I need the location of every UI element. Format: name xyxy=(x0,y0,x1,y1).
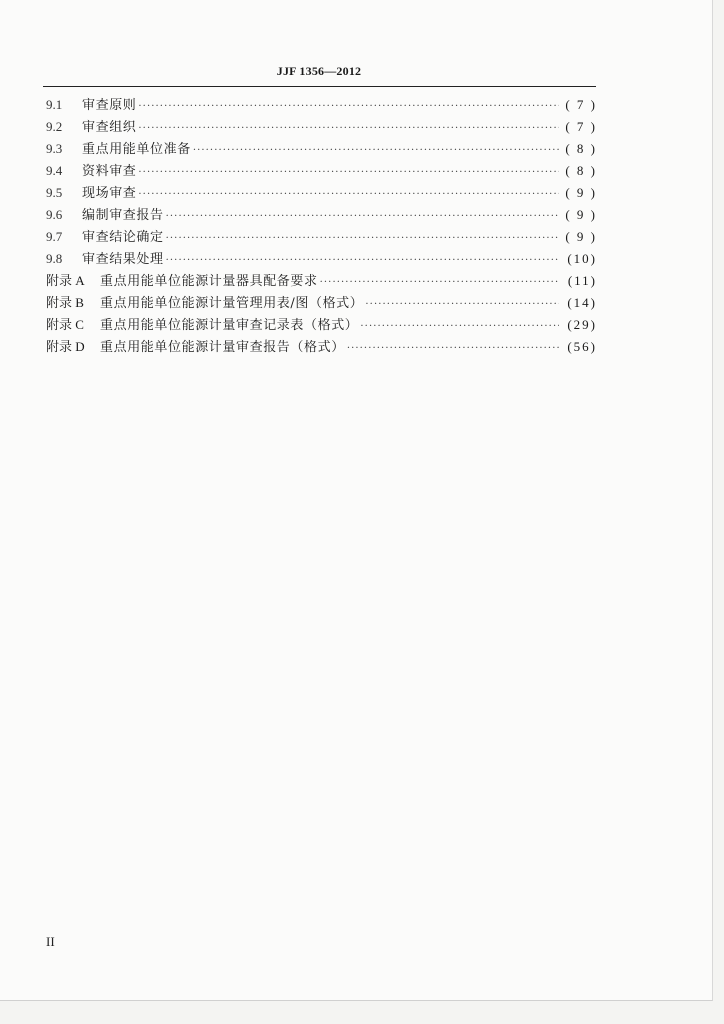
toc-section-entry xyxy=(46,204,597,226)
toc-appendix-entry xyxy=(46,314,597,336)
toc-entry-title: 资料审查 xyxy=(82,164,137,179)
toc-entry-title: 审查结论确定 xyxy=(82,230,164,245)
toc-entry-number: 9.2 xyxy=(46,119,63,134)
toc-section-entry xyxy=(46,182,597,204)
toc-leader-dots xyxy=(360,316,559,338)
toc-entry-page: ( 9 ) xyxy=(565,185,597,200)
toc-entry-page: (11) xyxy=(567,273,597,288)
toc-entry-title: 现场审查 xyxy=(82,186,137,201)
running-header: JJF 1356—2012 xyxy=(276,64,362,78)
toc-leader-dots xyxy=(365,294,559,316)
toc-entry-title: 重点用能单位能源计量管理用表/图（格式） xyxy=(100,296,364,311)
toc-entry-page: (29) xyxy=(567,317,597,332)
toc-entry-page: (10) xyxy=(567,251,597,266)
toc-entry-number: 9.8 xyxy=(46,251,63,266)
toc-section-entry xyxy=(46,226,597,248)
toc-entry-number: 9.6 xyxy=(46,207,63,222)
header-rule xyxy=(43,86,596,87)
toc-entry-number: 9.7 xyxy=(46,229,63,244)
toc-leader-dots xyxy=(166,228,559,250)
toc-entry-number: 9.1 xyxy=(46,97,63,112)
toc-leader-dots xyxy=(347,338,559,360)
toc-entry-number: 9.3 xyxy=(46,141,63,156)
toc-entry-title: 编制审查报告 xyxy=(82,208,164,223)
toc-entry-number: 附录 D xyxy=(46,339,85,354)
toc-entry-number: 附录 C xyxy=(46,317,84,332)
toc-appendix-entry xyxy=(46,270,597,292)
toc-leader-dots xyxy=(320,272,559,294)
toc-section-entry xyxy=(46,116,597,138)
toc-entry-page: ( 7 ) xyxy=(565,119,597,134)
toc-section-entry xyxy=(46,248,597,270)
toc-leader-dots xyxy=(166,250,559,272)
toc-entry-page: ( 9 ) xyxy=(565,229,597,244)
toc-leader-dots xyxy=(166,206,559,228)
toc-entry-page: (14) xyxy=(567,295,597,310)
toc-leader-dots xyxy=(138,118,559,140)
toc-entry-page: ( 8 ) xyxy=(565,163,597,178)
toc-leader-dots xyxy=(138,96,559,118)
toc-section-entry xyxy=(46,160,597,182)
toc-entry-number: 9.5 xyxy=(46,185,63,200)
toc-section-entry xyxy=(46,94,597,116)
table-of-contents xyxy=(46,94,597,358)
toc-appendix-entry xyxy=(46,292,597,314)
toc-entry-title: 重点用能单位准备 xyxy=(82,142,191,157)
toc-entry-page: (56) xyxy=(567,339,597,354)
toc-leader-dots xyxy=(138,162,559,184)
page-number: II xyxy=(46,934,55,949)
toc-section-entry xyxy=(46,138,597,160)
toc-entry-number: 附录 A xyxy=(46,273,85,288)
toc-entry-number: 附录 B xyxy=(46,295,84,310)
toc-entry-page: ( 9 ) xyxy=(565,207,597,222)
toc-entry-title: 重点用能单位能源计量审查报告（格式） xyxy=(100,340,345,355)
toc-entry-title: 重点用能单位能源计量审查记录表（格式） xyxy=(100,318,359,333)
toc-leader-dots xyxy=(193,140,559,162)
toc-entry-title: 审查原则 xyxy=(82,98,137,113)
toc-leader-dots xyxy=(138,184,559,206)
toc-entry-title: 重点用能单位能源计量器具配备要求 xyxy=(100,274,318,289)
toc-appendix-entry xyxy=(46,336,597,358)
toc-entry-title: 审查结果处理 xyxy=(82,252,164,267)
toc-entry-page: ( 8 ) xyxy=(565,141,597,156)
toc-entry-title: 审查组织 xyxy=(82,120,137,135)
toc-entry-page: ( 7 ) xyxy=(565,97,597,112)
toc-entry-number: 9.4 xyxy=(46,163,63,178)
